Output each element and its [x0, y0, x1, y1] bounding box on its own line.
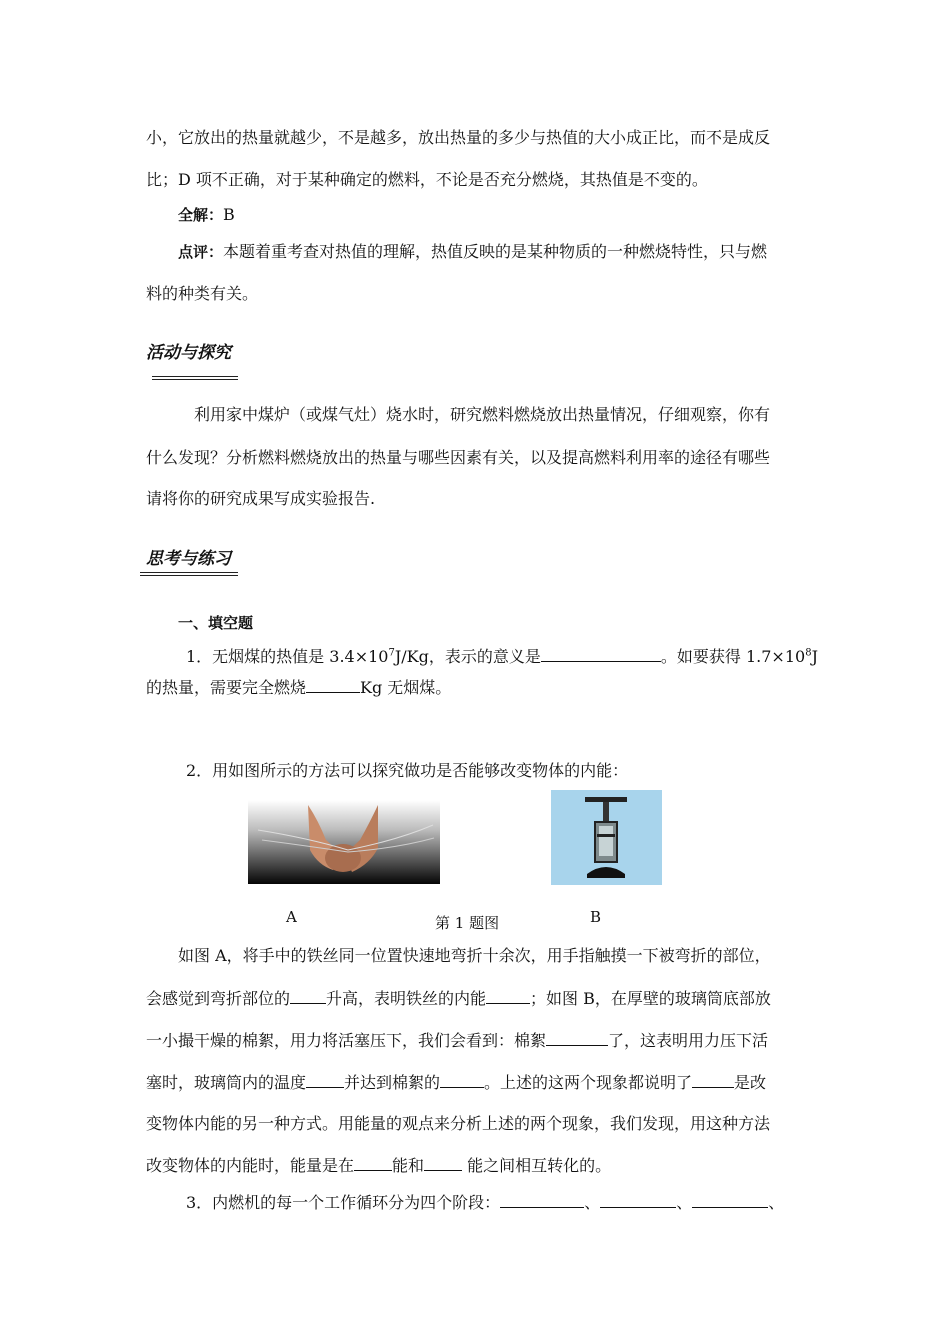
q2-text: 会感觉到弯折部位的 — [146, 989, 291, 1008]
text-line: 什么发现？分析燃料燃烧放出的热量与哪些因素有关，以及提高燃料利用率的途径有哪些 — [146, 448, 771, 467]
q2-text: 改变物体的内能时，能量是在 — [146, 1156, 355, 1175]
answer-blank[interactable] — [290, 988, 326, 1004]
text-line: 料的种类有关。 — [146, 284, 259, 303]
q2-text: 升高，表明铁丝的内能 — [326, 989, 487, 1008]
figure-caption: 第 1 题图 — [435, 914, 500, 932]
piston-cylinder-icon — [551, 790, 662, 885]
q2-text: 一小撮干燥的棉絮，用力将活塞压下，我们会看到：棉絮 — [146, 1031, 547, 1050]
answer-blank[interactable] — [306, 1072, 344, 1088]
text-line — [146, 1072, 808, 1093]
q1-text-c: 。如要获得 1.7×10 — [660, 647, 806, 666]
q3-sep: 、 — [584, 1193, 601, 1212]
q1-text-d: J — [811, 647, 818, 666]
q2-text: 并达到棉絮的 — [344, 1073, 441, 1092]
text-line: 如图 A，将手中的铁丝同一位置快速地弯折十余次，用手指触摸一下被弯折的部位， — [178, 946, 771, 965]
q2-text: ；如图 B，在厚壁的玻璃筒底部放 — [530, 989, 771, 1008]
q3-sep: 、 — [768, 1193, 785, 1212]
text-line — [146, 988, 808, 1009]
q2-text: 能之间相互转化的。 — [462, 1156, 612, 1175]
text-line — [146, 1155, 808, 1176]
q2-text: 是改 — [734, 1073, 767, 1092]
activity-heading: 活动与探究 — [146, 343, 231, 363]
question-1-line2 — [146, 677, 808, 698]
q1-text-b: J/Kg，表示的意义是 — [394, 647, 541, 666]
answer-blank[interactable] — [500, 1192, 584, 1208]
figure-a-label: A — [286, 908, 297, 926]
question-1 — [186, 646, 818, 667]
answer-blank[interactable] — [692, 1072, 734, 1088]
answer-blank[interactable] — [424, 1155, 462, 1171]
q1-text-a: 1．无烟煤的热值是 3.4×10 — [186, 647, 389, 666]
comment-line — [178, 242, 808, 262]
text-line: 比；D 项不正确，对于某种确定的燃料，不论是否充分燃烧，其热值是不变的。 — [146, 170, 708, 189]
figure-a-image — [248, 800, 440, 884]
answer-blank[interactable] — [486, 988, 530, 1004]
answer-blank[interactable] — [354, 1155, 392, 1171]
question-3 — [186, 1192, 808, 1213]
figure-b-label: B — [590, 908, 602, 926]
answer-blank[interactable] — [306, 677, 360, 693]
q3-text: 3．内燃机的每一个工作循环分为四个阶段： — [186, 1193, 501, 1212]
q2-text: 。上述的这两个现象都说明了 — [484, 1073, 693, 1092]
answer-line — [178, 205, 808, 225]
comment-label: 点评： — [178, 243, 224, 261]
text-line — [146, 1030, 808, 1051]
text-line: 请将你的研究成果写成实验报告. — [146, 489, 376, 508]
answer-blank[interactable] — [546, 1030, 608, 1046]
section-title: 一、填空题 — [178, 614, 254, 632]
q1-text: 的热量，需要完全燃烧 — [146, 678, 307, 697]
answer-blank[interactable] — [600, 1192, 676, 1208]
q3-sep: 、 — [676, 1193, 693, 1212]
q1-text: Kg 无烟煤。 — [360, 678, 452, 697]
answer-blank[interactable] — [692, 1192, 768, 1208]
heading-underline — [152, 376, 238, 377]
q2-text: 了，这表明用力压下活 — [608, 1031, 769, 1050]
practice-heading: 思考与练习 — [146, 549, 231, 569]
text-line: 利用家中煤炉（或煤气灶）烧水时，研究燃料燃烧放出热量情况，仔细观察，你有 — [194, 405, 771, 424]
answer-value: B — [223, 205, 235, 224]
answer-blank[interactable] — [541, 646, 661, 662]
q1-sup: 7 — [388, 647, 395, 659]
q2-text: 塞时，玻璃筒内的温度 — [146, 1073, 307, 1092]
answer-label: 全解： — [178, 206, 224, 224]
text-line: 小，它放出的热量就越少，不是越多，放出热量的多少与热值的大小成正比，而不是成反 — [146, 128, 771, 147]
heading-underline — [140, 572, 238, 573]
q1-sup: 8 — [805, 647, 812, 659]
q2-text: 能和 — [392, 1156, 425, 1175]
text-line: 变物体内能的另一种方式。用能量的观点来分析上述的两个现象，我们发现，用这种方法 — [146, 1114, 771, 1133]
figure-b-image — [551, 790, 662, 885]
answer-blank[interactable] — [440, 1072, 484, 1088]
comment-text: 本题着重考查对热值的理解，热值反映的是某种物质的一种燃烧特性，只与燃 — [223, 242, 768, 261]
question-2-intro: 2．用如图所示的方法可以探究做功是否能够改变物体的内能： — [186, 761, 629, 780]
hands-bending-wire-icon — [248, 800, 440, 884]
